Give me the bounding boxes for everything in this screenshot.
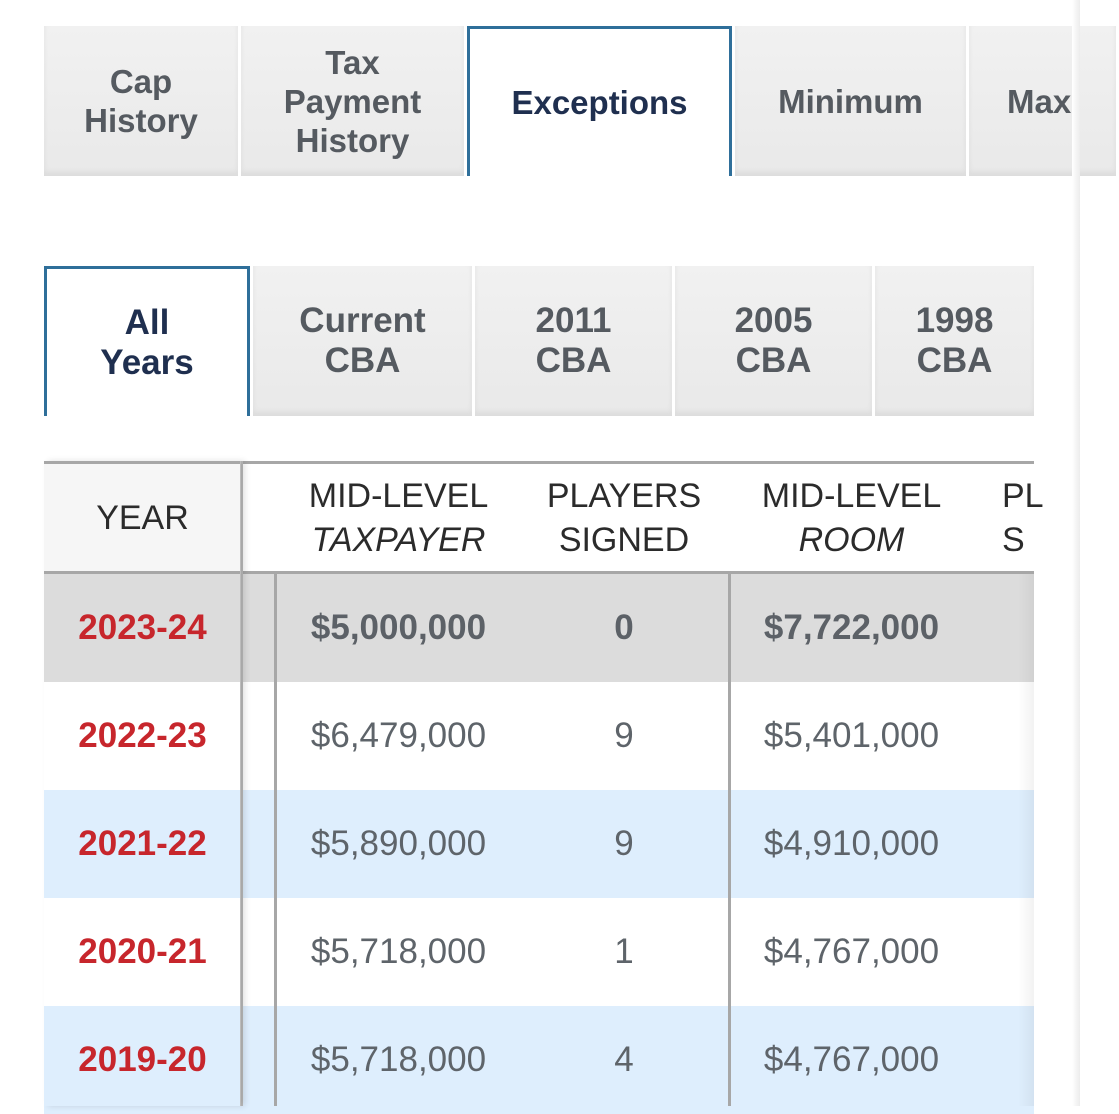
tab-minimum[interactable] (735, 26, 969, 176)
tab-max[interactable] (969, 26, 1119, 176)
tab-label: Exceptions (511, 84, 688, 121)
header-label: PLAYERS (546, 476, 702, 515)
tab-current-cba[interactable] (253, 266, 472, 416)
tab-label: Tax Payment History (283, 43, 422, 159)
players-signed-value: 4 (614, 1040, 634, 1079)
mle-taxpayer-value: $5,000,000 (310, 608, 487, 647)
header-label: MID-LEVEL (761, 476, 942, 515)
tab-label: 1998 CBA (915, 301, 994, 380)
page-scroll-edge (1072, 0, 1080, 1106)
year-link[interactable]: 2019-20 (78, 1040, 207, 1079)
header-sublabel: ROOM (798, 520, 905, 559)
tab-cap-history[interactable] (44, 26, 241, 176)
header-label: S (1002, 520, 1025, 559)
tab-label: Current CBA (299, 301, 426, 380)
column-header-players-signed-room[interactable] (1002, 464, 1062, 571)
tab-label: Cap History (84, 63, 198, 139)
header-label: YEAR (96, 498, 189, 537)
tab-label: 2005 CBA (734, 301, 813, 380)
players-signed-value: 0 (614, 608, 634, 647)
column-header-players-signed[interactable] (521, 464, 727, 571)
table-row (44, 682, 1034, 790)
tab-2011-cba[interactable] (475, 266, 672, 416)
cba-tab-bar (44, 266, 1034, 416)
top-tab-bar (44, 26, 1080, 176)
header-label: PL (1002, 476, 1044, 515)
header-label: SIGNED (558, 520, 690, 559)
exceptions-table[interactable] (44, 461, 1044, 1106)
column-header-mid-level-room[interactable] (730, 464, 973, 571)
mle-room-value: $7,722,000 (763, 608, 940, 647)
players-signed-value: 9 (614, 716, 634, 755)
table-row (44, 898, 1034, 1006)
tab-label: Minimum (778, 82, 923, 120)
mle-room-value: $4,767,000 (763, 1040, 940, 1079)
tab-exceptions[interactable] (467, 26, 732, 176)
table-header (44, 461, 1044, 574)
tab-label: Max (1007, 82, 1072, 120)
table-row (44, 790, 1034, 898)
mle-room-value: $4,910,000 (763, 824, 940, 863)
column-header-mid-level-taxpayer[interactable] (276, 464, 521, 571)
mle-room-value: $4,767,000 (763, 932, 940, 971)
header-sublabel: TAXPAYER (311, 520, 486, 559)
tab-label: 2011 CBA (535, 301, 612, 380)
column-header-year[interactable] (44, 464, 241, 571)
mle-taxpayer-value: $5,890,000 (310, 824, 487, 863)
mle-room-value: $5,401,000 (763, 716, 940, 755)
table-row (44, 1006, 1034, 1114)
frozen-column-divider (240, 461, 243, 1106)
column-divider (728, 574, 731, 1106)
year-link[interactable]: 2021-22 (78, 824, 207, 863)
mle-taxpayer-value: $6,479,000 (310, 716, 487, 755)
year-link[interactable]: 2020-21 (78, 932, 207, 971)
tab-2005-cba[interactable] (675, 266, 872, 416)
tab-all-years[interactable] (44, 266, 250, 416)
mle-taxpayer-value: $5,718,000 (310, 1040, 487, 1079)
table-row (44, 574, 1034, 682)
year-link[interactable]: 2022-23 (78, 716, 207, 755)
column-divider (274, 574, 277, 1106)
tab-tax-payment-history[interactable] (241, 26, 467, 176)
tab-label: All Years (100, 302, 194, 382)
mle-taxpayer-value: $5,718,000 (310, 932, 487, 971)
header-label: MID-LEVEL (308, 476, 489, 515)
players-signed-value: 1 (614, 932, 634, 971)
year-link[interactable]: 2023-24 (78, 608, 207, 647)
players-signed-value: 9 (614, 824, 634, 863)
tab-1998-cba[interactable] (875, 266, 1034, 416)
